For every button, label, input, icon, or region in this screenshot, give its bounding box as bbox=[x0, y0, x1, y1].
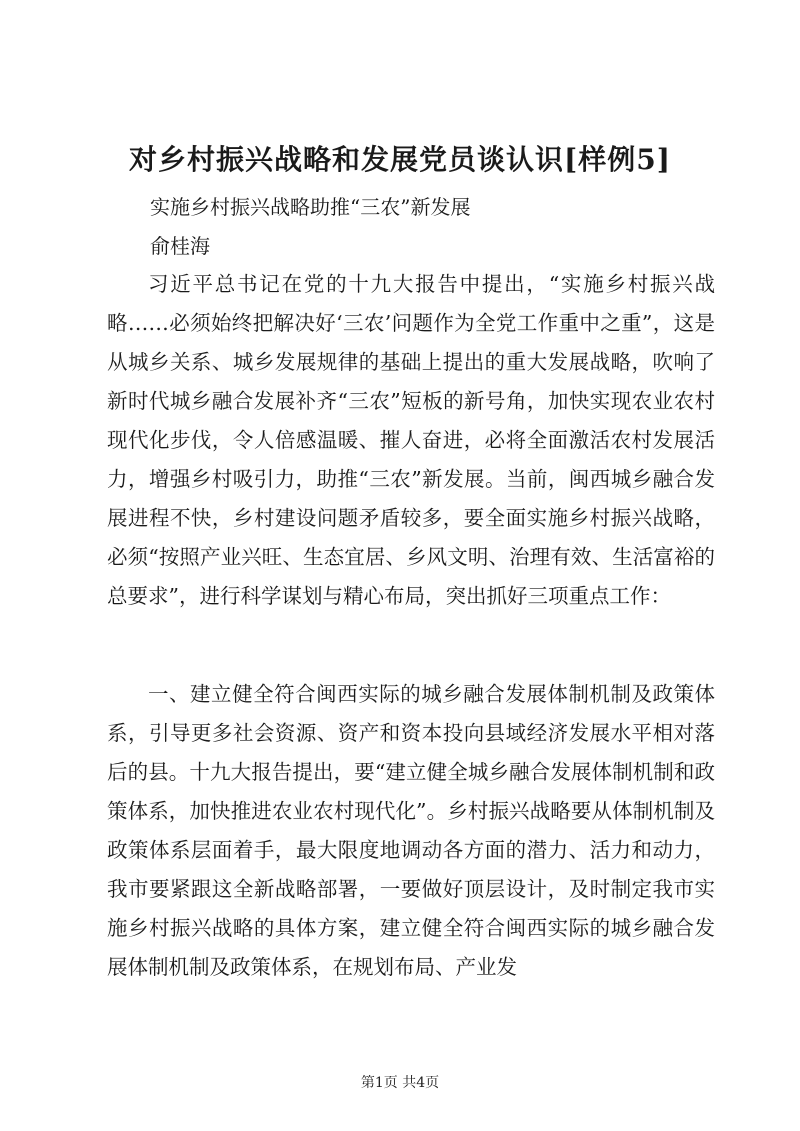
document-subtitle: 实施乡村振兴战略助推“三农”新发展 bbox=[150, 195, 471, 219]
body-paragraph: 习近平总书记在党的十九大报告中提出，“实施乡村振兴战略……必须始终把解决好‘三农’问题作为全党工作重中之重”，这是从城乡关系、城乡发展规律的基础上提出的重大发展战略，吹响了新时代城乡融合发展补齐“三农”短板的新号角，加快实现农业农村现代化步伐，令人倍感温暖、摧人奋进，必将全面激活农村发展活力，增强乡村吸引力，助推“三农”新发展。当前，闽西城乡融合发展进程不快，乡村建设问题矛盾较多，要全面实施乡村振兴战略，必须“按照产业兴旺、生态宜居、乡风文明、治理有效、生活富裕的总要求”，进行科学谋划与精心布局，突出抓好三项重点工作： bbox=[107, 272, 715, 608]
page-number-footer: 第1页 共4页 bbox=[360, 1075, 440, 1091]
document-author: 俞桂海 bbox=[150, 234, 210, 258]
body-paragraph: 一、建立健全符合闽西实际的城乡融合发展体制机制及政策体系，引导更多社会资源、资产和资本投向县域经济发展水平相对落后的县。十九大报告提出，要“建立健全城乡融合发展体制机制和政策体系，加快推进农业农村现代化”。乡村振兴战略要从体制机制及政策体系层面着手，最大限度地调动各方面的潜力、活力和动力，我市要紧跟这全新战略部署，一要做好顶层设计，及时制定我市实施乡村振兴战略的具体方案，建立健全符合闽西实际的城乡融合发展体制机制及政策体系，在规划布局、产业发 bbox=[107, 682, 715, 979]
document-title: 对乡村振兴战略和发展党员谈认识[样例5] bbox=[129, 143, 671, 176]
